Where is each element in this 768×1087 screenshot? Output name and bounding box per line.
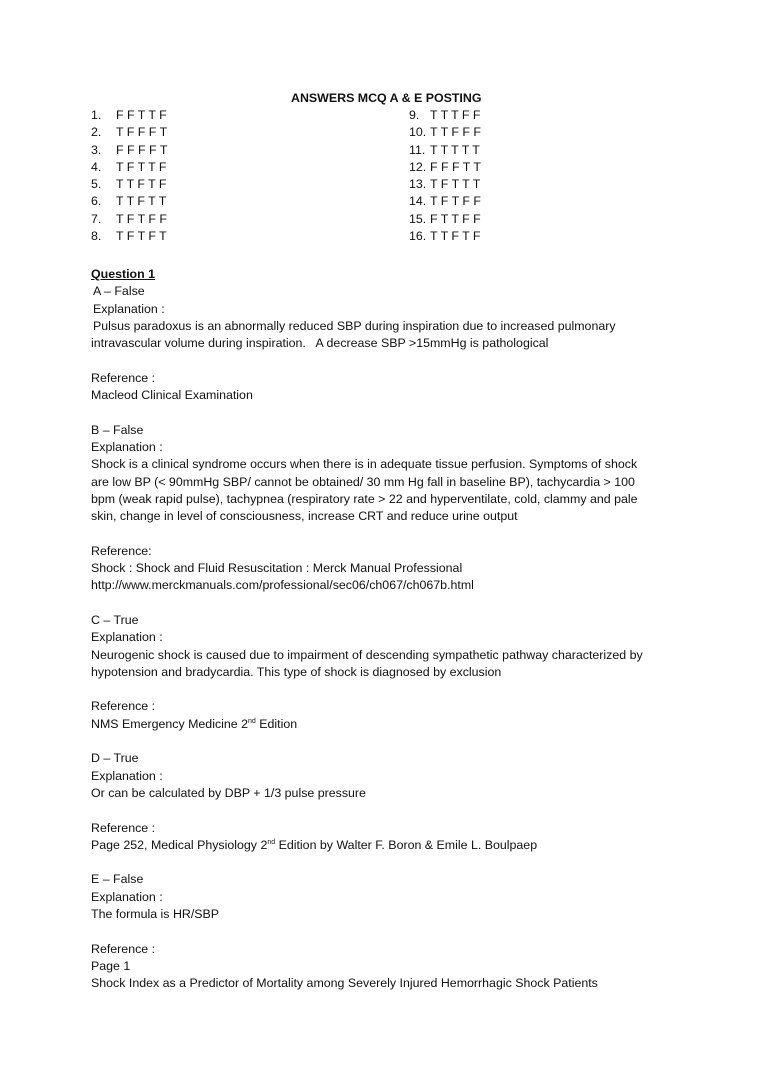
- answer-value: T F T T F: [116, 159, 167, 174]
- answer-value: T F F F T: [116, 125, 168, 140]
- spacer: [91, 733, 691, 750]
- answer-value: T T F T T: [116, 194, 167, 209]
- option-e-explanation-label: Explanation :: [91, 889, 163, 904]
- answer-number: 13.: [409, 177, 427, 192]
- page-title: ANSWERS MCQ A & E POSTING: [291, 91, 482, 105]
- answer-number: 5.: [91, 177, 102, 192]
- answer-value: T F T F T: [116, 229, 167, 244]
- answer-row: [91, 159, 167, 176]
- option-d-reference-label: Reference :: [91, 820, 156, 835]
- option-d-reference: [91, 837, 691, 854]
- option-b-label: B – False: [91, 422, 144, 437]
- reference-text: Page 252, Medical Physiology 2: [91, 837, 268, 852]
- spacer: [91, 525, 691, 542]
- answer-number: 4.: [91, 159, 102, 174]
- option-c-explanation-label: Explanation :: [91, 630, 163, 645]
- answer-value: T T F T F: [116, 177, 167, 192]
- option-d-explanation-label: Explanation :: [91, 768, 163, 783]
- question-heading: Question 1: [91, 267, 156, 281]
- option-b-explanation-label: Explanation :: [91, 439, 163, 454]
- answer-key-right-column: [409, 107, 481, 245]
- answer-number: 16.: [409, 229, 427, 244]
- answer-row: [409, 211, 481, 228]
- option-b-explanation-line: Shock is a clinical syndrome occurs when there is in adequate tissue perfusion. Symptoms of shock: [91, 457, 638, 472]
- option-e-reference-label: Reference :: [91, 941, 156, 956]
- answer-value: T T T F F: [430, 108, 481, 122]
- answer-row: [91, 211, 167, 228]
- question-1-section: [91, 266, 691, 992]
- option-b-explanation-line: skin, change in level of consciousness, increase CRT and reduce urine output: [91, 509, 518, 524]
- reference-text: NMS Emergency Medicine 2: [91, 716, 249, 731]
- spacer: [91, 595, 691, 612]
- answer-row: [91, 107, 167, 124]
- option-b-explanation-line: are low BP (< 90mmHg SBP/ cannot be obtained/ 30 mm Hg fall in baseline BP), tachycardia > 100: [91, 474, 635, 489]
- option-c-label: C – True: [91, 612, 139, 627]
- option-c-reference: [91, 716, 691, 733]
- answer-row: [409, 228, 481, 245]
- answer-value: T F T F F: [430, 194, 481, 209]
- option-c-explanation-line: hypotension and bradycardia. This type of shock is diagnosed by exclusion: [91, 664, 502, 679]
- answer-row: [409, 176, 481, 193]
- answer-row: [409, 193, 481, 210]
- answer-number: 8.: [91, 229, 102, 244]
- spacer: [91, 802, 691, 819]
- spacer: [91, 352, 691, 369]
- answer-number: 2.: [91, 125, 102, 140]
- option-a-label: A – False: [93, 284, 145, 299]
- spacer: [91, 923, 691, 940]
- answer-value: F F F T T: [430, 159, 481, 174]
- answer-number: 12.: [409, 159, 427, 174]
- answer-row: [409, 107, 481, 124]
- spacer: [91, 404, 691, 421]
- answer-value: T F T T T: [430, 177, 481, 192]
- option-b-reference-url: http://www.merckmanuals.com/professional/sec06/ch067/ch067b.html: [91, 578, 474, 593]
- answer-row: [91, 124, 167, 141]
- option-b-explanation-line: bpm (weak rapid pulse), tachypnea (respiratory rate > 22 and hyperventilate, cold, clammy and pale: [91, 491, 638, 506]
- answer-row: [91, 228, 167, 245]
- answer-value: T T T T T: [430, 142, 480, 157]
- answer-value: T F T F F: [116, 211, 167, 226]
- answer-value: F F T T F: [116, 108, 167, 122]
- answer-row: [409, 124, 481, 141]
- option-d-label: D – True: [91, 751, 139, 766]
- answer-number: 9.: [409, 108, 420, 122]
- answer-row: [91, 142, 167, 159]
- answer-number: 7.: [91, 211, 102, 226]
- option-c-reference-label: Reference :: [91, 699, 156, 714]
- answer-number: 14.: [409, 194, 427, 209]
- option-e-explanation-line: The formula is HR/SBP: [91, 906, 220, 921]
- answer-number: 3.: [91, 142, 102, 157]
- spacer: [91, 854, 691, 871]
- option-c-explanation-line: Neurogenic shock is caused due to impairment of descending sympathetic pathway characterized by: [91, 647, 643, 662]
- option-e-reference: Shock Index as a Predictor of Mortality among Severely Injured Hemorrhagic Shock Patients: [91, 976, 598, 991]
- answer-value: F F F F T: [116, 142, 168, 157]
- answer-row: [91, 193, 167, 210]
- answer-row: [409, 142, 481, 159]
- reference-text: Edition: [255, 716, 298, 731]
- answer-value: T T F T F: [430, 229, 481, 244]
- answer-number: 11.: [409, 142, 426, 157]
- option-a-explanation-line: intravascular volume during inspiration. A decrease SBP >15mmHg is pathological: [91, 336, 549, 351]
- ordinal-suffix: nd: [267, 838, 276, 846]
- answer-value: T T F F F: [430, 125, 481, 140]
- option-a-explanation-line: Pulsus paradoxus is an abnormally reduced SBP during inspiration due to increased pulmonary: [93, 318, 616, 333]
- answer-number: 6.: [91, 194, 102, 209]
- option-a-reference: Macleod Clinical Examination: [91, 388, 253, 403]
- option-a-reference-label: Reference :: [91, 370, 156, 385]
- reference-text: Edition by Walter F. Boron & Emile L. Boulpaep: [275, 837, 538, 852]
- answer-number: 15.: [409, 211, 427, 226]
- option-d-explanation-line: Or can be calculated by DBP + 1/3 pulse pressure: [91, 785, 366, 800]
- option-e-label: E – False: [91, 872, 144, 887]
- answer-value: F T T F F: [430, 211, 481, 226]
- option-b-reference-label: Reference:: [91, 543, 152, 558]
- answer-number: 10.: [409, 125, 427, 140]
- option-b-reference: Shock : Shock and Fluid Resuscitation : Merck Manual Professional: [91, 561, 463, 576]
- ordinal-suffix: nd: [248, 717, 256, 725]
- answer-key-left-column: [91, 107, 167, 245]
- answer-row: [409, 159, 481, 176]
- spacer: [91, 681, 691, 698]
- option-a-explanation-label: Explanation :: [93, 301, 165, 316]
- answer-row: [91, 176, 167, 193]
- option-e-reference: Page 1: [91, 958, 131, 973]
- answer-number: 1.: [91, 108, 102, 122]
